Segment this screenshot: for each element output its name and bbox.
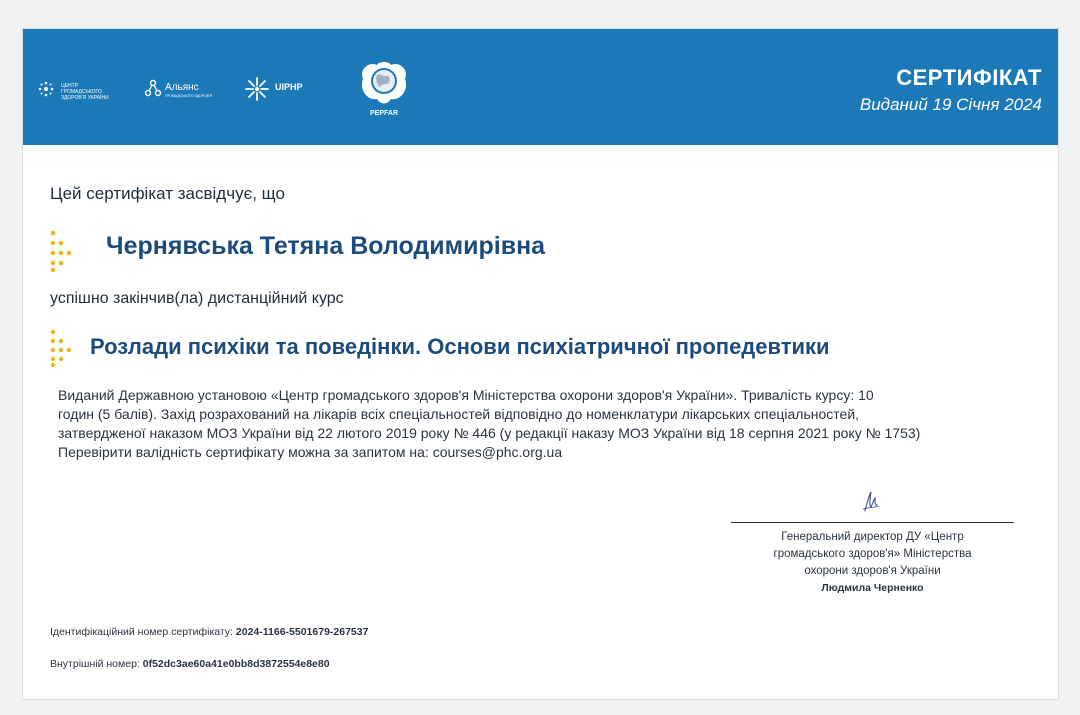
signatory-name: Людмила Черненко	[821, 582, 924, 594]
recipient-name: Чернявська Тетяна Володимирівна	[106, 232, 546, 260]
issue-date: Виданий 19 Січня 2024	[859, 95, 1042, 114]
certificate-id	[50, 626, 368, 638]
uiphp-logo-icon	[243, 75, 271, 103]
course-description	[58, 386, 1048, 462]
description-line: Перевірити валідність сертифікату можна за запитом на: courses@phc.org.ua	[58, 444, 563, 460]
pepfar-logo-text: PEPFAR	[370, 110, 399, 117]
partner-logos	[37, 53, 437, 123]
alliance-logo-text: Альянс	[165, 82, 199, 93]
internal-number-label: Внутрішній номер:	[50, 658, 140, 670]
dots-bullet-icon	[50, 229, 74, 273]
signature-block	[731, 529, 1014, 597]
pepfar-globe-icon	[353, 57, 415, 117]
alliance-logo-subtext: ГРОМАДСЬКОГО ЗДОРОВ'Я	[165, 94, 213, 98]
course-title: Розлади психіки та поведінки. Основи психіатричної пропедевтики	[90, 334, 830, 359]
phc-logo-text: ЦЕНТР ГРОМАДСЬКОГО ЗДОРОВ'Я УКРАЇНИ	[61, 83, 109, 101]
certificate-id-value: 2024-1166-5501679-267537	[235, 626, 369, 638]
certificate	[22, 28, 1059, 700]
signatory-position: охорони здоров'я України	[804, 565, 941, 577]
completed-text: успішно закінчив(ла) дистанційний курс	[50, 290, 344, 307]
intro-text: Цей сертифікат засвідчує, що	[50, 184, 285, 203]
description-line: Виданий Державною установою «Центр громадського здоров'я Міністерства охорони здоров'я України». Тривалість курсу: 10	[58, 387, 874, 403]
phc-logo-icon	[37, 81, 55, 97]
internal-number	[50, 658, 330, 670]
uiphp-logo-text: UIPHP	[275, 82, 303, 92]
certificate-id-label: Ідентифікаційний номер сертифікату:	[50, 626, 233, 638]
description-line: годин (5 балів). Захід розрахований на лікарів всіх спеціальностей відповідно до номенклатури лікарських спеціальностей,	[58, 406, 860, 422]
dots-bullet-icon	[50, 329, 74, 367]
certificate-title: СЕРТИФІКАТ	[896, 65, 1042, 90]
signature-line	[731, 522, 1014, 523]
alliance-logo-icon	[143, 79, 163, 99]
handwritten-signature	[861, 489, 881, 515]
internal-number-value: 0f52dc3ae60a41e0bb8d3872554e8e80	[142, 658, 330, 670]
signatory-position: громадського здоров'я» Міністерства	[773, 548, 972, 560]
description-line: затвердженої наказом МОЗ України від 22 лютого 2019 року № 446 (у редакції наказу МОЗ України від 18 серпня 2021 року № 1753)	[58, 425, 921, 441]
signatory-position: Генеральний директор ДУ «Центр	[781, 531, 964, 543]
certificate-header	[23, 29, 1058, 145]
